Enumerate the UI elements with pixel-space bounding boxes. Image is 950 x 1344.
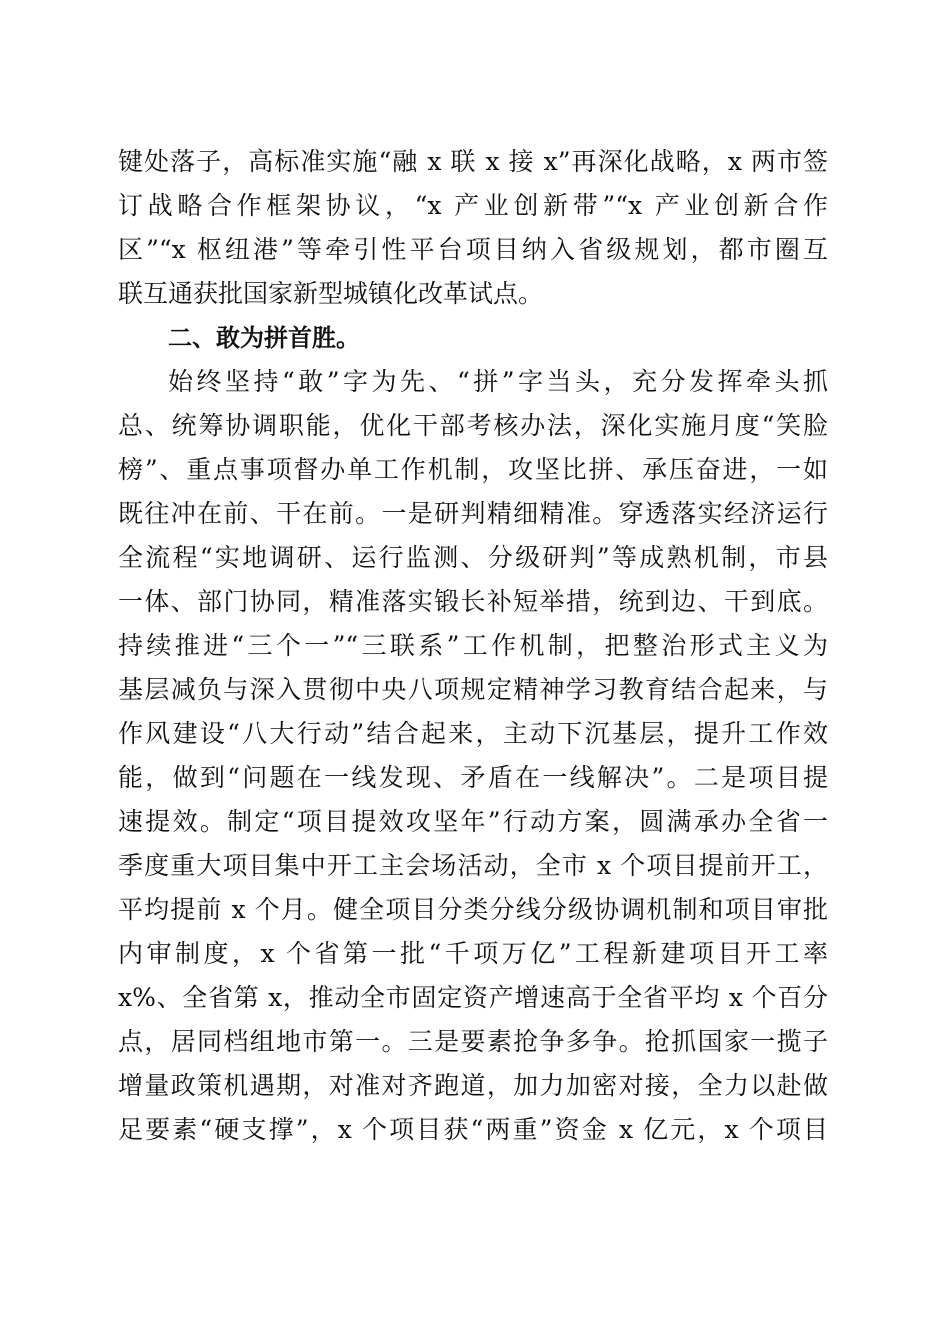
paragraph-2-line-15: x%、全省第 x，推动全市固定资产增速高于全省平均 x 个百分	[118, 983, 828, 1012]
paragraph-2-line-3: 榜”、重点事项督办单工作机制，攻坚比拼、承压奋进，一如	[118, 455, 828, 484]
paragraph-2-line-8: 基层减负与深入贯彻中央八项规定精神学习教育结合起来，与	[118, 675, 828, 704]
paragraph-1-line-3: 区”“x 枢纽港”等牵引性平台项目纳入省级规划，都市圈互	[118, 235, 828, 264]
paragraph-2-line-16: 点，居同档组地市第一。三是要素抢争多争。抢抓国家一揽子	[118, 1027, 828, 1056]
paragraph-1-line-1: 键处落子，高标准实施“融 x 联 x 接 x”再深化战略，x 两市签	[118, 147, 828, 176]
paragraph-2-line-18: 足要素“硬支撑”，x 个项目获“两重”资金 x 亿元，x 个项目	[118, 1115, 828, 1144]
paragraph-2-line-2: 总、统筹协调职能，优化干部考核办法，深化实施月度“笑脸	[118, 411, 828, 440]
paragraph-1-line-4: 联互通获批国家新型城镇化改革试点。	[118, 279, 544, 308]
paragraph-2	[118, 360, 828, 1152]
paragraph-2-line-11: 速提效。制定“项目提效攻坚年”行动方案，圆满承办全省一	[118, 807, 828, 836]
section-heading-text: 二、敢为拼首胜。	[168, 324, 360, 352]
section-heading	[118, 316, 828, 360]
paragraph-2-line-9: 作风建设“八大行动”结合起来，主动下沉基层，提升工作效	[118, 719, 828, 748]
paragraph-2-line-12: 季度重大项目集中开工主会场活动，全市 x 个项目提前开工，	[118, 851, 828, 880]
paragraph-2-line-6: 一体、部门协同，精准落实锻长补短举措，统到边、干到底。	[118, 587, 828, 616]
paragraph-2-line-17: 增量政策机遇期，对准对齐跑道，加力加密对接，全力以赴做	[118, 1071, 828, 1100]
paragraph-1	[118, 140, 828, 316]
paragraph-2-line-13: 平均提前 x 个月。健全项目分类分线分级协调机制和项目审批	[118, 895, 828, 924]
paragraph-2-line-14: 内审制度，x 个省第一批“千项万亿”工程新建项目开工率	[118, 939, 828, 968]
paragraph-2-line-10: 能，做到“问题在一线发现、矛盾在一线解决”。二是项目提	[118, 763, 828, 792]
paragraph-1-line-2: 订战略合作框架协议，“x 产业创新带”“x 产业创新合作	[118, 191, 828, 220]
paragraph-2-line-5: 全流程“实地调研、运行监测、分级研判”等成熟机制，市县	[118, 543, 828, 572]
paragraph-2-line-4: 既往冲在前、干在前。一是研判精细精准。穿透落实经济运行	[118, 499, 828, 528]
paragraph-2-line-7: 持续推进“三个一”“三联系”工作机制，把整治形式主义为	[118, 631, 828, 660]
paragraph-2-line-1: 始终坚持“敢”字为先、“拼”字当头，充分发挥牵头抓	[168, 367, 828, 396]
